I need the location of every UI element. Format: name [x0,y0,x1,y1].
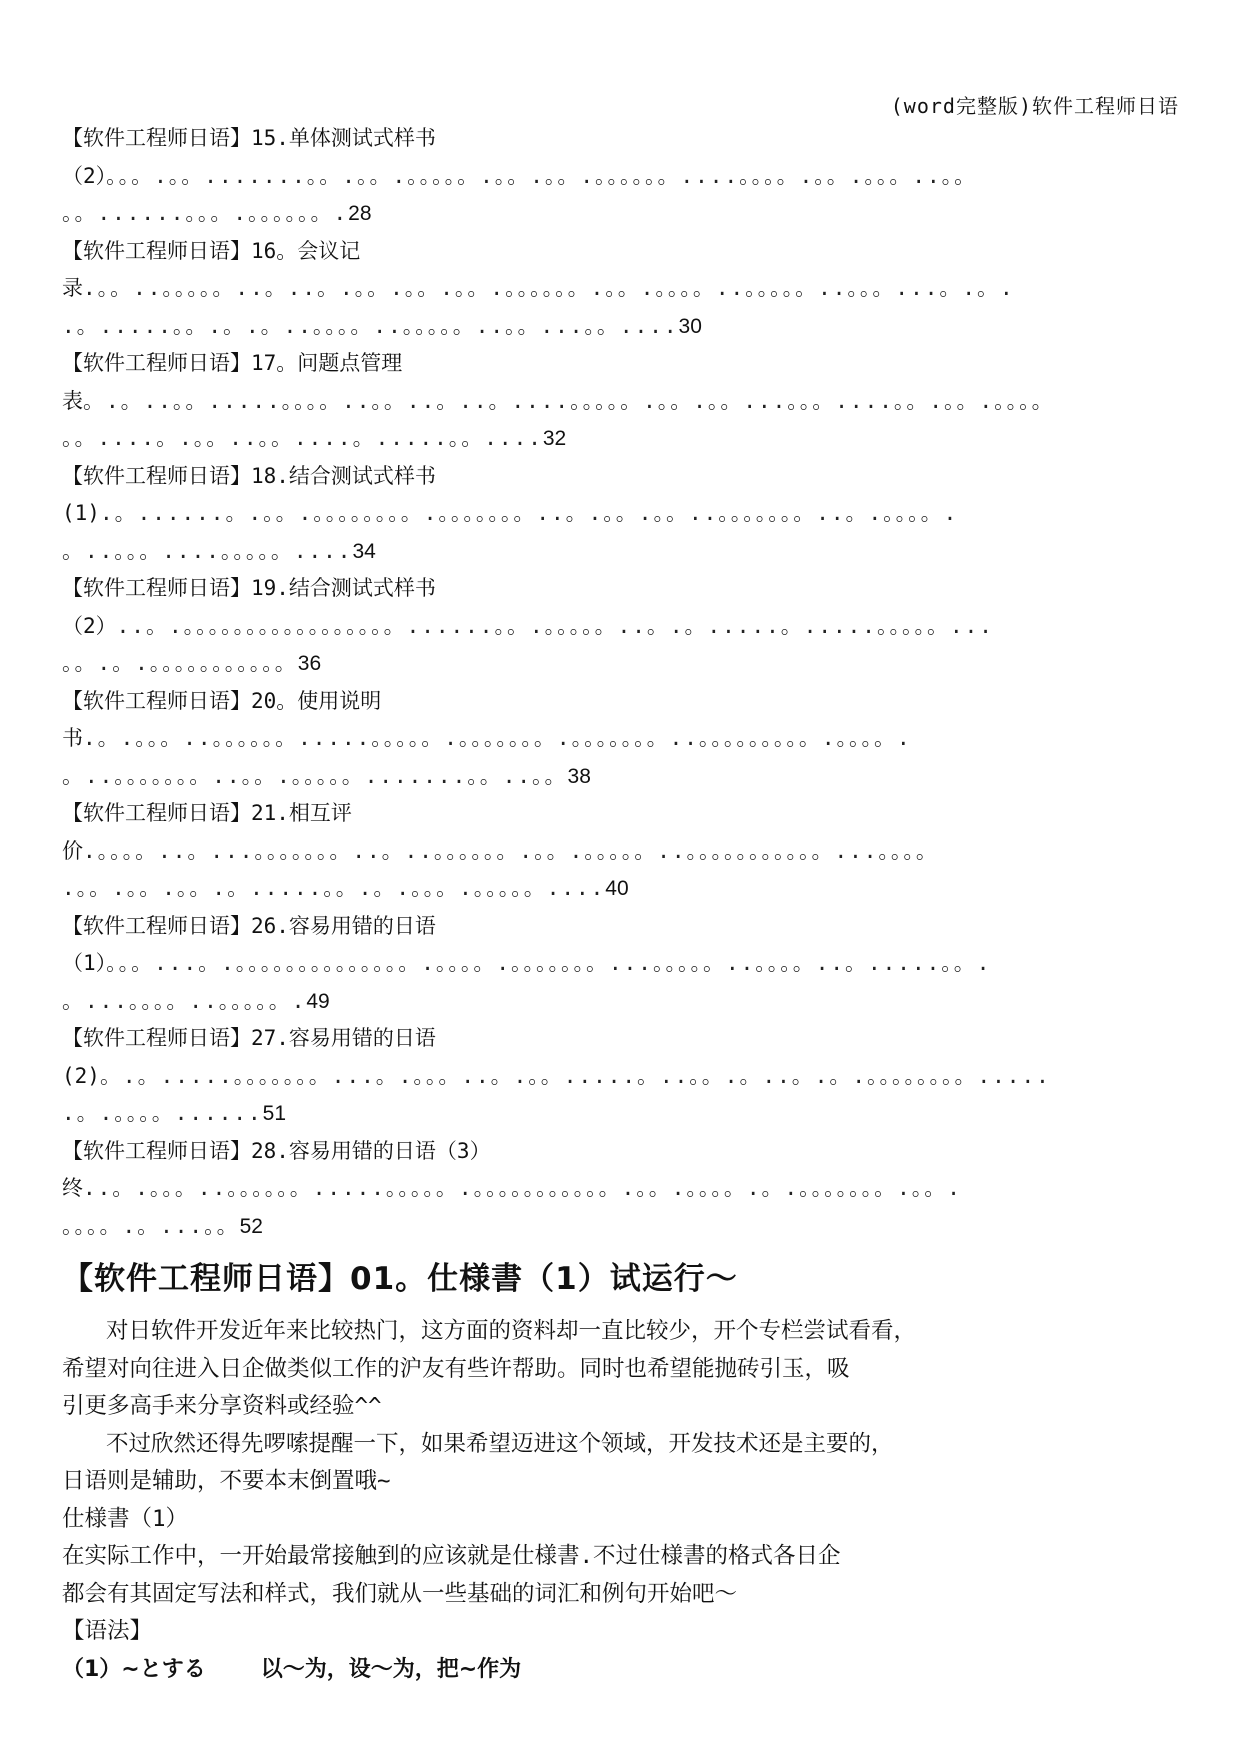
toc-leader-dots: .。.。。。。...... [62,1101,263,1125]
toc-entry-tail [62,420,1192,458]
toc-entry-title: 【软件工程师日语】17。问题点管理 [62,351,403,375]
toc-entry-lead [62,1170,1192,1208]
table-of-contents [62,120,1192,1245]
toc-leader-dots: .。......。.。。.。。。。。。。。.。。。。。。。..。.。。.。。..。。。。。。。..。.。。。。. [99,501,959,525]
article-title: 【软件工程师日语】01。仕様書（1）试运行～ [62,1261,738,1297]
toc-leader-dots: .。。..。。。。。..。..。.。。.。。.。。.。。。。。。.。。.。。。。..。。。。。..。。。...。.。. [83,276,1015,300]
toc-entry-tail [62,533,1192,571]
toc-leader-dots: 。..。。。....。。。。。.... [62,538,353,563]
toc-entry-lead-text: 录 [62,276,83,300]
toc-entry-lead [62,720,1192,758]
toc-entry[interactable] [62,1020,1192,1133]
toc-leader-dots: 。。....。.。。..。。....。.....。。.... [62,426,543,450]
toc-page-number: 40 [605,877,629,900]
toc-entry[interactable] [62,120,1192,233]
toc-page-number: 30 [678,314,702,338]
toc-entry-lead [62,833,1192,871]
toc-entry[interactable] [62,458,1192,571]
toc-page-number: 32 [542,427,567,450]
toc-entry[interactable] [62,570,1192,683]
body-paragraph: 希望对向往进入日企做类似工作的沪友有些许帮助。同时也希望能抛砖引玉，吸 [62,1355,850,1382]
toc-entry-lead-text: (2) [62,1063,100,1088]
toc-leader-dots: ..。.。。。。。。。。。。。。。。。。。......。。.。。。。。..。.。.....。.....。。。。。... [116,613,994,638]
toc-entry-lead [62,383,1192,421]
toc-page-number: 34 [352,539,376,563]
toc-entry-title: 【软件工程师日语】27.容易用错的日语 [62,1026,436,1050]
toc-entry-lead-text: （2） [62,163,107,188]
toc-entry[interactable] [62,683,1192,796]
toc-leader-dots: 。。。...。.。。。。。。。。。。。。。。.。。。。.。。。。。。。...。。。。。..。。。。..。.....。。. [106,951,992,975]
toc-entry-title: 【软件工程师日语】19.结合测试式样书 [62,576,436,600]
toc-entry-lead [62,270,1192,308]
toc-entry-lead-text: 价 [62,838,83,863]
toc-entry-lead-text: 表 [62,388,83,413]
toc-entry-tail [62,1095,1192,1133]
article-section [62,1255,1192,1688]
body-paragraph: 都会有其固定写法和样式，我们就从一些基础的词汇和例句开始吧～ [62,1580,738,1607]
grammar-meaning: 以～为，设～为，把~作为 [260,1656,522,1682]
toc-entry-lead-text: （2） [62,613,117,638]
toc-entry-tail [62,758,1192,796]
toc-leader-dots: .。。。。..。...。。。。。。。..。..。。。。。。.。。.。。。。。..。。。。。。。。。。。...。。。。 [83,838,939,863]
grammar-heading: 【语法】 [62,1618,153,1644]
toc-page-number: 51 [262,1102,287,1125]
toc-leader-dots: 。..。。。。。。。..。。.。。。。。.......。。..。。 [62,763,568,788]
toc-entry-lead-text: 终 [62,1176,83,1200]
toc-entry-tail [62,983,1192,1021]
toc-entry-lead [62,158,1192,196]
toc-leader-dots: 。...。。。。..。。。。。. [62,988,307,1013]
toc-entry-title: 【软件工程师日语】26.容易用错的日语 [62,913,436,938]
toc-page-number: 52 [239,1214,263,1238]
toc-entry-title: 【软件工程师日语】21.相互评 [62,801,352,825]
toc-entry-tail [62,308,1192,346]
toc-entry-title: 【软件工程师日语】16。会议记 [62,238,361,263]
toc-entry-lead [62,608,1192,646]
toc-entry-lead-text: 书 [62,726,83,750]
toc-entry[interactable] [62,233,1192,346]
toc-entry[interactable] [62,795,1192,908]
toc-entry[interactable] [62,1133,1192,1246]
toc-page-number: 36 [297,652,322,675]
section-subtitle: 仕様書（1） [62,1505,189,1532]
toc-entry-title: 【软件工程师日语】28.容易用错的日语（3） [62,1138,491,1163]
toc-leader-dots: 。。。。.。...。。 [62,1213,240,1238]
grammar-item [62,1651,1192,1689]
toc-leader-dots: 。。.。.。。。。。。。。。。。 [62,651,298,675]
toc-page-number: 28 [348,202,372,225]
body-paragraph: 日语则是辅助，不要本末倒置哦~ [62,1468,391,1494]
toc-entry-lead [62,495,1192,533]
toc-entry-tail [62,870,1192,908]
body-paragraph: 不过欣然还得先啰嗦提醒一下，如果希望迈进这个领域，开发技术还是主要的， [106,1430,894,1457]
toc-entry[interactable] [62,908,1192,1021]
toc-entry-tail [62,645,1192,683]
toc-entry-tail [62,1208,1192,1246]
toc-leader-dots: 。.。..。。.....。。。。..。。..。..。....。。。。。.。。.。。...。。。....。。.。。.。。。。 [83,388,1055,413]
toc-leader-dots: ..。.。。。..。。。。。。.....。。。。。.。。。。。。。。。。。.。。.。。。。.。.。。。。。。。.。。. [83,1176,962,1200]
body-paragraph: 对日软件开发近年来比较热门，这方面的资料却一直比较少，开个专栏尝试看看， [106,1318,917,1344]
toc-entry-title: 【软件工程师日语】15.单体测试式样书 [62,126,436,150]
toc-page-number: 49 [306,989,330,1013]
toc-leader-dots: 。。......。。。.。。。。。。. [62,201,349,225]
toc-entry-lead [62,1058,1192,1096]
body-paragraph: 引更多高手来分享资料或经验^^ [62,1393,382,1419]
toc-entry-title: 【软件工程师日语】18.结合测试式样书 [62,463,436,488]
toc-leader-dots: 。。。.。。.......。。.。。.。。。。。.。。.。。.。。。。。。....。。。。.。。.。。。..。。 [106,163,978,188]
toc-entry-lead [62,945,1192,983]
toc-page-number: 38 [567,764,591,788]
running-header: (word完整版)软件工程师日语 [890,94,1179,118]
toc-entry-tail [62,195,1192,233]
grammar-pattern: （1）~とする [62,1656,206,1682]
toc-leader-dots: .。.。。。..。。。。。。.....。。。。。.。。。。。。。.。。。。。。。..。。。。。。。。。.。。。。. [83,726,912,750]
toc-entry[interactable] [62,345,1192,458]
toc-leader-dots: 。.。.....。。。。。。。...。.。。。..。.。。.....。..。。.。..。.。.。。。。。。。。..... [99,1063,1051,1088]
toc-entry-lead-text: （1） [62,951,107,975]
toc-leader-dots: .。。.。。.。。.。.....。。.。.。。。.。。。。。.... [62,876,606,900]
toc-entry-lead-text: (1) [62,501,100,525]
toc-entry-title: 【软件工程师日语】20。使用说明 [62,688,382,713]
toc-leader-dots: .。.....。。.。.。..。。。。..。。。。。..。。...。。.... [62,313,679,338]
body-paragraph: 在实际工作中，一开始最常接触到的应该就是仕様書.不过仕様書的格式各日企 [62,1543,841,1569]
